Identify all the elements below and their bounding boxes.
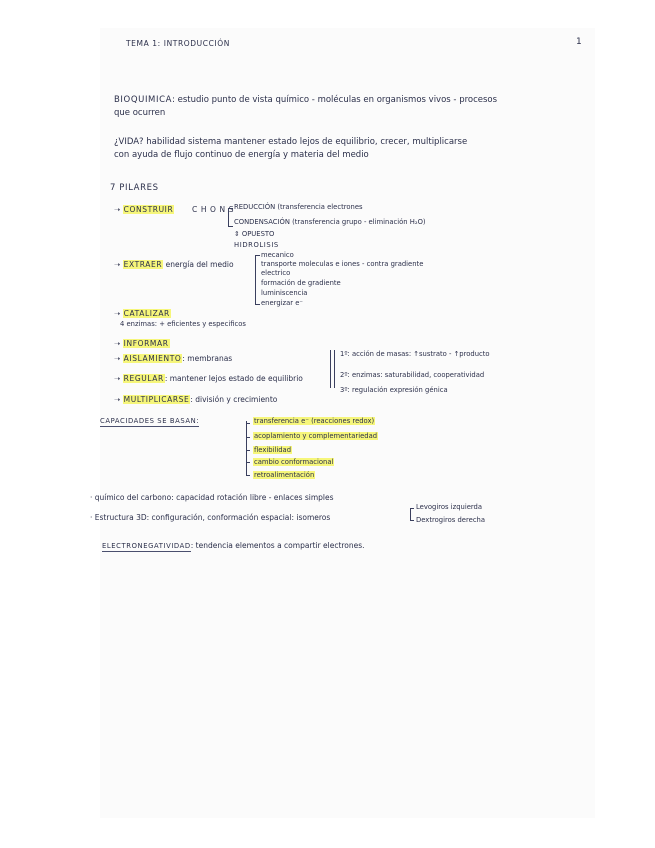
extraer-item-0: mecanico xyxy=(261,251,294,259)
arrow-icon: ➝ xyxy=(114,374,123,383)
pilares-title: 7 PILARES xyxy=(110,183,159,193)
regulation-item-0: 1º: acción de masas: ↑sustrato - ↑producto xyxy=(340,350,490,358)
arrow-icon: ➝ xyxy=(114,395,123,404)
double-arrow-icon: ⇕ xyxy=(234,230,242,238)
informar-label: INFORMAR xyxy=(123,339,169,348)
arrow-icon: ➝ xyxy=(114,260,123,269)
electronegatividad-line xyxy=(102,542,365,550)
construir-hidrolisis: HIDROLISIS xyxy=(234,241,279,249)
vida-line2: con ayuda de flujo continuo de energía y materia del medio xyxy=(114,150,369,160)
arrow-icon: ➝ xyxy=(114,354,123,363)
note-levogiros: Levogiros izquierda xyxy=(416,503,483,511)
construir-reduccion: REDUCCIÓN (transferencia electrones xyxy=(234,203,363,211)
note-carbono: · químico del carbono: capacidad rotación libre - enlaces simples xyxy=(90,493,334,502)
vida-line1: ¿VIDA? habilidad sistema mantener estado lejos de equilibrio, crecer, multiplicarse xyxy=(114,137,468,147)
page-header-title: TEMA 1: INTRODUCCIÓN xyxy=(126,39,230,48)
extraer-item-1: transporte moleculas e iones - contra gradiente xyxy=(261,260,424,268)
extraer-item-2: electrico xyxy=(261,269,291,277)
extraer-text: energía del medio xyxy=(165,260,234,269)
aislamiento-text: : membranas xyxy=(182,354,233,363)
bioquimica-line2: que ocurren xyxy=(114,108,166,118)
construir-opuesto: ⇕ OPUESTO xyxy=(234,230,275,238)
pilar-extraer xyxy=(114,261,234,269)
regulation-item-1: 2º: enzimas: saturabilidad, cooperatividad xyxy=(340,371,485,379)
electronegatividad-text: : tendencia elementos a compartir electrones. xyxy=(190,541,365,550)
construir-brace xyxy=(228,208,233,227)
regulation-bracket-right xyxy=(334,350,335,388)
pilar-regular xyxy=(114,375,303,383)
arrow-icon: ➝ xyxy=(114,339,123,348)
extraer-item-3: formación de gradiente xyxy=(261,279,341,287)
capacidades-tick xyxy=(246,450,250,451)
catalizar-label: CATALIZAR xyxy=(123,309,170,318)
capacidades-tick xyxy=(246,423,250,424)
regulation-bracket-left xyxy=(330,350,331,388)
capacidades-bracket xyxy=(246,421,247,476)
note-dextrogiros: Dextrogiros derecha xyxy=(416,516,486,524)
extraer-label: EXTRAER xyxy=(123,260,163,269)
bioquimica-label: BIOQUIMICA xyxy=(114,95,173,105)
capacidades-tick xyxy=(246,462,250,463)
capacidades-item-2: flexibilidad xyxy=(254,446,292,454)
multiplicarse-text: : división y crecimiento xyxy=(190,395,278,404)
bioquimica-definition xyxy=(114,96,497,105)
pilar-informar xyxy=(114,340,170,348)
capacidades-item-0: transferencia e⁻ (reacciones redox) xyxy=(254,417,375,425)
page-number: 1 xyxy=(576,37,582,47)
capacidades-item-1: acoplamiento y complementariedad xyxy=(254,432,378,440)
notebook-page xyxy=(90,28,595,818)
extraer-item-4: luminiscencia xyxy=(261,289,308,297)
pilar-construir xyxy=(114,206,174,214)
aislamiento-label: AISLAMIENTO xyxy=(123,354,182,363)
regular-label: REGULAR xyxy=(123,374,164,383)
catalizar-text: 4 enzimas: + eficientes y especificos xyxy=(120,320,246,328)
pilar-multiplicarse xyxy=(114,396,277,404)
capacidades-tick xyxy=(246,475,250,476)
note-estructura: · Estructura 3D: configuración, conformación espacial: isomeros xyxy=(90,513,331,522)
construir-condensacion: CONDENSACIÓN (transferencia grupo - eliminación H₂O) xyxy=(234,218,426,226)
arrow-icon: ➝ xyxy=(114,205,123,214)
capacidades-item-4: retroalimentación xyxy=(254,471,315,479)
regulation-item-2: 3º: regulación expresión génica xyxy=(340,386,448,394)
pilar-catalizar xyxy=(114,310,171,318)
pilar-aislamiento xyxy=(114,355,232,363)
multiplicarse-label: MULTIPLICARSE xyxy=(123,395,190,404)
bioquimica-line1: : estudio punto de vista químico - moléculas en organismos vivos - procesos xyxy=(172,95,498,105)
construir-label: CONSTRUIR xyxy=(123,205,174,214)
arrow-icon: ➝ xyxy=(114,309,123,318)
regular-text: : mantener lejos estado de equilibrio xyxy=(164,374,303,383)
isomeros-brace xyxy=(410,508,414,521)
capacidades-tick xyxy=(246,437,250,438)
construir-elements: C H O N S xyxy=(192,205,235,214)
extraer-brace xyxy=(255,255,260,305)
extraer-item-5: energizar e⁻ xyxy=(261,299,304,307)
capacidades-label: CAPACIDADES SE BASAN: xyxy=(100,417,200,425)
electronegatividad-label: ELECTRONEGATIVIDAD xyxy=(102,542,191,550)
capacidades-item-3: cambio conformacional xyxy=(254,458,334,466)
